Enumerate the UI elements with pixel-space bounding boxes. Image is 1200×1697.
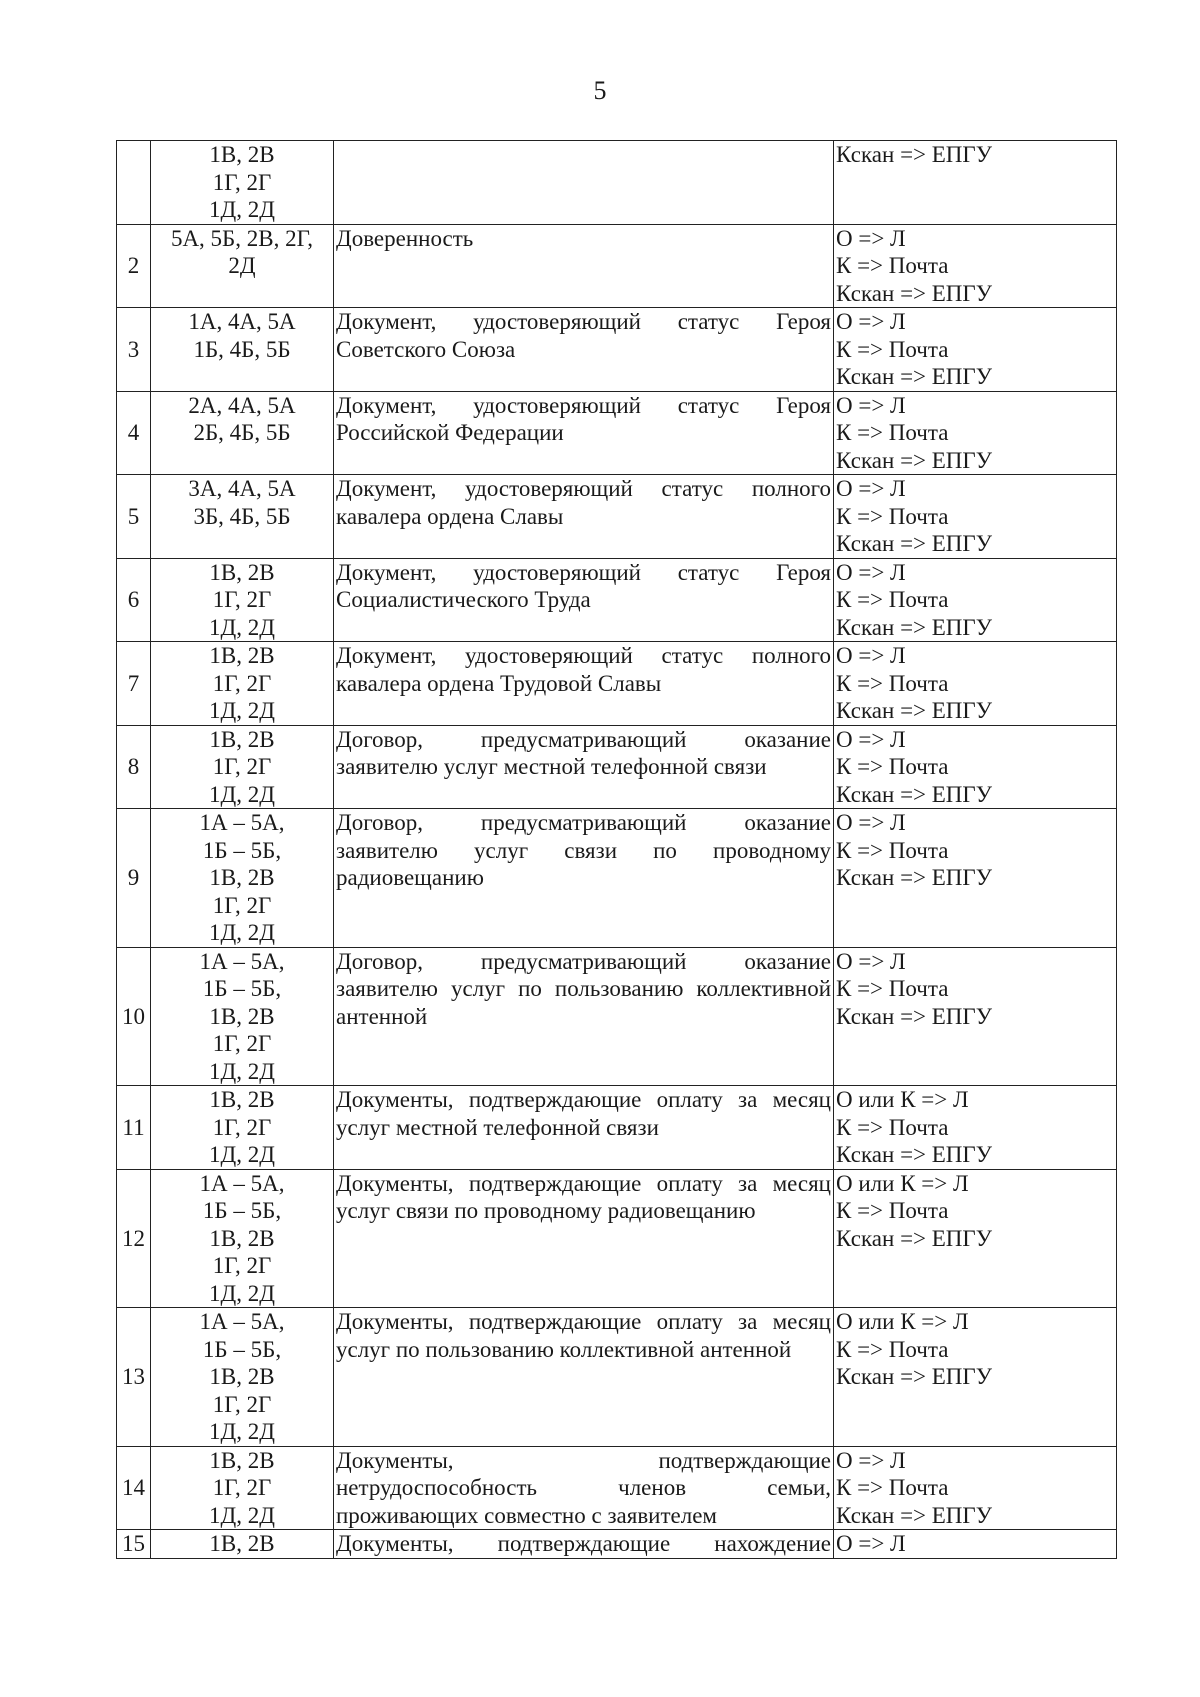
category-line: 1А – 5А, (199, 948, 285, 974)
document-name (334, 947, 834, 1086)
submission-method-line: Кскан => ЕПГУ (836, 447, 993, 473)
category-line: 1Г, 2Г (212, 670, 272, 696)
submission-methods (834, 947, 1117, 1086)
submission-method-line: О => Л (836, 810, 906, 835)
submission-method-line: О => Л (836, 392, 906, 418)
document-line: Документ, удостоверяющий статус Героя (336, 559, 831, 585)
category-line: 1Д, 2Д (209, 614, 275, 640)
submission-method-line: К => Почта (836, 503, 949, 529)
document-name (334, 809, 834, 948)
category-line: 3Б, 4Б, 5Б (193, 503, 291, 529)
category-line: 1В, 2В (209, 1531, 275, 1556)
applicant-categories (151, 308, 334, 392)
submission-methods (834, 1086, 1117, 1170)
document-name (334, 725, 834, 809)
category-line: 2Б, 4Б, 5Б (193, 420, 291, 445)
row-number: 7 (117, 642, 151, 726)
submission-method-line: Кскан => ЕПГУ (836, 698, 993, 723)
category-line: 5А, 5Б, 2В, 2Г, (170, 225, 314, 251)
document-line: радиовещанию (336, 865, 484, 890)
submission-method-line: К => Почта (836, 670, 949, 696)
document-line: Документ, удостоверяющий статус полного (336, 643, 831, 668)
submission-method-line: О => Л (836, 559, 906, 585)
submission-method-line: О => Л (836, 476, 906, 501)
category-line: 1Д, 2Д (209, 698, 275, 723)
row-number: 11 (117, 1086, 151, 1170)
row-number: 2 (117, 224, 151, 308)
category-line: 1А – 5А, (199, 810, 285, 835)
submission-method-line: К => Почта (836, 976, 949, 1001)
submission-methods (834, 809, 1117, 948)
table-row (117, 224, 1117, 308)
table-row (117, 1308, 1117, 1447)
document-line: услуг по пользованию коллективной антенной (336, 1336, 792, 1362)
applicant-categories (151, 1446, 334, 1530)
submission-methods (834, 308, 1117, 392)
category-line: 1Б, 4Б, 5Б (193, 336, 291, 362)
document-name (334, 1308, 834, 1447)
submission-method-line: Кскан => ЕПГУ (836, 1142, 993, 1167)
document-line: Документы, подтверждающие оплату за месяц (336, 1309, 831, 1334)
row-number: 12 (117, 1169, 151, 1308)
document-name (334, 391, 834, 475)
document-line: услуг местной телефонной связи (336, 1114, 659, 1140)
category-line: 1Г, 2Г (212, 587, 272, 612)
applicant-categories (151, 141, 334, 225)
category-line: 1В, 2В (209, 1225, 275, 1251)
submission-method-line: К => Почта (836, 837, 949, 863)
category-line: 1Г, 2Г (212, 1475, 272, 1500)
submission-method-line: Кскан => ЕПГУ (836, 142, 993, 167)
table-row (117, 1169, 1117, 1308)
applicant-categories (151, 1308, 334, 1447)
category-line: 1Д, 2Д (209, 1280, 275, 1306)
applicant-categories (151, 947, 334, 1086)
row-number: 5 (117, 475, 151, 559)
category-line: 1Д, 2Д (209, 1058, 275, 1084)
category-line: 1Г, 2Г (212, 892, 272, 918)
row-number: 14 (117, 1446, 151, 1530)
category-line: 1Б – 5Б, (202, 837, 282, 863)
submission-method-line: К => Почта (836, 1114, 949, 1140)
table-row (117, 809, 1117, 948)
document-line: Договор, предусматривающий оказание (336, 948, 831, 974)
submission-method-line: К => Почта (836, 1336, 949, 1362)
category-line: 1Д, 2Д (209, 197, 275, 222)
submission-method-line: Кскан => ЕПГУ (836, 865, 993, 890)
submission-methods (834, 391, 1117, 475)
applicant-categories (151, 1169, 334, 1308)
category-line: 1Г, 2Г (212, 754, 272, 779)
document-line: Социалистического Труда (336, 587, 591, 612)
submission-method-line: Кскан => ЕПГУ (836, 1225, 993, 1251)
document-line: нетрудоспособность членов семьи, (336, 1475, 831, 1500)
document-name (334, 1446, 834, 1530)
document-line: Доверенность (336, 225, 474, 251)
submission-method-line: О => Л (836, 643, 906, 668)
document-line: проживающих совместно с заявителем (336, 1502, 717, 1528)
row-number: 4 (117, 391, 151, 475)
submission-method-line: Кскан => ЕПГУ (836, 280, 993, 306)
category-line: 1Г, 2Г (212, 1253, 272, 1278)
submission-methods (834, 1530, 1117, 1559)
category-line: 1В, 2В (209, 1003, 275, 1029)
submission-method-line: О или К => Л (836, 1087, 969, 1112)
category-line: 1Б – 5Б, (202, 1198, 282, 1223)
document-line: заявителю услуг по пользованию коллективной (336, 976, 831, 1001)
category-line: 1Д, 2Д (209, 920, 275, 945)
documents-table-body (117, 141, 1117, 1559)
category-line: 1В, 2В (209, 643, 275, 668)
submission-methods (834, 1308, 1117, 1447)
submission-method-line: К => Почта (836, 253, 949, 278)
document-line: заявителю услуг местной телефонной связи (336, 754, 767, 779)
category-line: 1В, 2В (209, 1364, 275, 1389)
row-number: 13 (117, 1308, 151, 1447)
document-line: Договор, предусматривающий оказание (336, 726, 831, 752)
submission-method-line: К => Почта (836, 336, 949, 362)
applicant-categories (151, 1086, 334, 1170)
document-name (334, 224, 834, 308)
submission-method-line: К => Почта (836, 754, 949, 779)
submission-methods (834, 725, 1117, 809)
document-line: Документы, подтверждающие нахождение (336, 1531, 831, 1556)
category-line: 1А – 5А, (199, 1170, 285, 1196)
table-row (117, 558, 1117, 642)
submission-method-line: К => Почта (836, 587, 949, 612)
submission-method-line: О => Л (836, 1531, 906, 1556)
submission-method-line: О или К => Л (836, 1170, 969, 1196)
document-line: Договор, предусматривающий оказание (336, 810, 831, 835)
document-line: Документы, подтверждающие оплату за месяц (336, 1087, 831, 1112)
category-line: 1Г, 2Г (212, 169, 272, 195)
submission-method-line: К => Почта (836, 1475, 949, 1500)
category-line: 2А, 4А, 5А (188, 392, 296, 418)
category-line: 1Д, 2Д (209, 1502, 275, 1528)
document-line: Документ, удостоверяющий статус полного (336, 476, 831, 501)
document-line: Советского Союза (336, 336, 516, 362)
applicant-categories (151, 725, 334, 809)
applicant-categories (151, 558, 334, 642)
category-line: 1А – 5А, (199, 1309, 285, 1334)
document-name (334, 642, 834, 726)
table-row (117, 725, 1117, 809)
submission-methods (834, 642, 1117, 726)
submission-method-line: Кскан => ЕПГУ (836, 1502, 993, 1528)
category-line: 1Г, 2Г (212, 1114, 272, 1140)
category-line: 1Г, 2Г (212, 1031, 272, 1056)
applicant-categories (151, 224, 334, 308)
table-row (117, 141, 1117, 225)
category-line: 1В, 2В (209, 1087, 275, 1112)
document-line: Документы, подтверждающие (336, 1447, 831, 1473)
row-number: 6 (117, 558, 151, 642)
row-number: 10 (117, 947, 151, 1086)
document-line: заявителю услуг связи по проводному (336, 837, 831, 863)
submission-method-line: Кскан => ЕПГУ (836, 531, 993, 556)
submission-method-line: Кскан => ЕПГУ (836, 1364, 993, 1389)
submission-method-line: Кскан => ЕПГУ (836, 1003, 993, 1029)
table-row (117, 308, 1117, 392)
applicant-categories (151, 1530, 334, 1559)
table-row (117, 642, 1117, 726)
document-name (334, 308, 834, 392)
document-name (334, 1530, 834, 1559)
submission-methods (834, 558, 1117, 642)
submission-method-line: К => Почта (836, 420, 949, 445)
category-line: 1В, 2В (209, 865, 275, 890)
table-row (117, 947, 1117, 1086)
submission-method-line: Кскан => ЕПГУ (836, 364, 993, 389)
submission-method-line: О => Л (836, 1447, 906, 1473)
document-name (334, 1169, 834, 1308)
row-number: 9 (117, 809, 151, 948)
category-line: 2Д (228, 253, 256, 278)
submission-methods (834, 224, 1117, 308)
category-line: 1Д, 2Д (209, 1419, 275, 1444)
submission-method-line: О => Л (836, 225, 906, 251)
category-line: 1Г, 2Г (212, 1391, 272, 1417)
documents-table (116, 140, 1117, 1559)
table-row (117, 1446, 1117, 1530)
submission-method-line: О => Л (836, 309, 906, 334)
document-name (334, 558, 834, 642)
category-line: 1В, 2В (209, 142, 275, 167)
table-row (117, 1530, 1117, 1559)
document-name (334, 1086, 834, 1170)
table-row (117, 1086, 1117, 1170)
category-line: 1Д, 2Д (209, 781, 275, 807)
document-line: кавалера ордена Трудовой Славы (336, 670, 662, 696)
category-line: 1В, 2В (209, 1447, 275, 1473)
applicant-categories (151, 642, 334, 726)
category-line: 1Б – 5Б, (202, 1336, 282, 1362)
table-row (117, 391, 1117, 475)
row-number: 8 (117, 725, 151, 809)
document-name (334, 475, 834, 559)
applicant-categories (151, 475, 334, 559)
page-number: 5 (593, 76, 607, 105)
row-number (117, 141, 151, 225)
category-line: 1А, 4А, 5А (188, 309, 296, 334)
document-line: Российской Федерации (336, 420, 564, 445)
category-line: 1Д, 2Д (209, 1142, 275, 1167)
document-line: Документы, подтверждающие оплату за месяц (336, 1170, 831, 1196)
document-line: услуг связи по проводному радиовещанию (336, 1198, 756, 1223)
submission-method-line: Кскан => ЕПГУ (836, 614, 993, 640)
document-line: кавалера ордена Славы (336, 503, 564, 529)
submission-methods (834, 1169, 1117, 1308)
submission-method-line: К => Почта (836, 1198, 949, 1223)
row-number: 15 (117, 1530, 151, 1559)
category-line: 1Б – 5Б, (202, 976, 282, 1001)
submission-methods (834, 475, 1117, 559)
applicant-categories (151, 809, 334, 948)
submission-methods (834, 141, 1117, 225)
submission-method-line: О => Л (836, 726, 906, 752)
document-line: Документ, удостоверяющий статус Героя (336, 309, 831, 334)
document-name (334, 141, 834, 225)
document-line: Документ, удостоверяющий статус Героя (336, 392, 831, 418)
table-row (117, 475, 1117, 559)
submission-method-line: О => Л (836, 948, 906, 974)
applicant-categories (151, 391, 334, 475)
document-line: антенной (336, 1003, 428, 1029)
submission-methods (834, 1446, 1117, 1530)
category-line: 1В, 2В (209, 726, 275, 752)
row-number: 3 (117, 308, 151, 392)
submission-method-line: О или К => Л (836, 1309, 969, 1334)
category-line: 3А, 4А, 5А (188, 476, 296, 501)
category-line: 1В, 2В (209, 559, 275, 585)
submission-method-line: Кскан => ЕПГУ (836, 781, 993, 807)
